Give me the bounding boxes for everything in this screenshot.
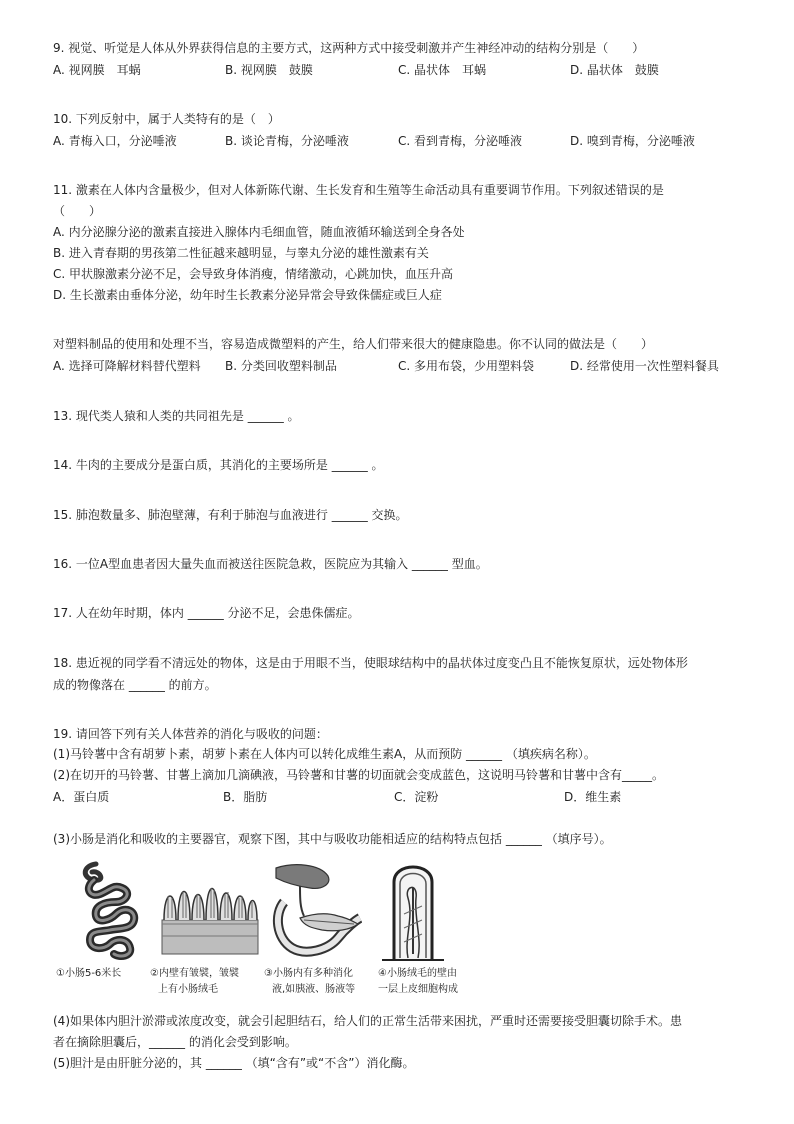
- q12-option-d: D. 经常使用一次性塑料餐具: [570, 359, 719, 373]
- q11-option-b: B. 进入青春期的男孩第二性征越来越明显，与睾丸分泌的雄性激素有关: [53, 246, 429, 260]
- q13: 13. 现代类人猿和人类的共同祖先是 ______ 。: [53, 409, 300, 423]
- q15: 15. 肺泡数量多、肺泡壁薄，有利于肺泡与血液进行 ______ 交换。: [53, 508, 408, 522]
- villus-structure-illustration: [378, 858, 448, 962]
- intestinal-folds-illustration: [160, 858, 260, 962]
- q19-part2: (2)在切开的马铃薯、甘薯上滴加几滴碘液，马铃薯和甘薯的切面就会变成蓝色，这说明马铃薯和甘薯中含有_____。: [53, 768, 665, 782]
- q10-option-a: A. 青梅入口，分泌唾液: [53, 134, 177, 148]
- q10-option-b: B. 谈论青梅，分泌唾液: [225, 134, 349, 148]
- q19-option-b: B．脂肪: [223, 790, 268, 804]
- q11-option-c: C. 甲状腺激素分泌不足，会导致身体消瘦，情绪激动，心跳加快，血压升高: [53, 267, 454, 281]
- pancreas-duodenum-illustration: [270, 858, 362, 962]
- figure-caption-2: ②内壁有皱襞，皱襞 上有小肠绒毛: [150, 968, 239, 995]
- figure-caption-1: ①小肠5-6米长: [56, 968, 122, 979]
- q19-option-d: D．维生素: [564, 790, 622, 804]
- q19-part2-options: [53, 789, 753, 806]
- q19-option-c: C．淀粉: [394, 790, 439, 804]
- small-intestine-figure: [56, 858, 476, 998]
- q11-option-a: A. 内分泌腺分泌的激素直接进入腺体内毛细血管，随血液循环输送到全身各处: [53, 225, 465, 239]
- q17: 17. 人在幼年时期，体内 ______ 分泌不足，会患侏儒症。: [53, 606, 360, 620]
- q19-part5: (5)胆汁是由肝脏分泌的，其 ______ （填“含有”或“不含”）消化酶。: [53, 1056, 415, 1070]
- q12-option-b: B. 分类回收塑料制品: [225, 359, 337, 373]
- q19-option-a: A．蛋白质: [53, 790, 110, 804]
- q9-option-b: B. 视网膜 鼓膜: [225, 63, 313, 77]
- figure-caption-4: ④小肠绒毛的壁由 一层上皮细胞构成: [378, 968, 458, 995]
- q19-part1: (1)马铃薯中含有胡萝卜素，胡萝卜素在人体内可以转化成维生素A，从而预防 ______ （填疾病名称）。: [53, 747, 596, 761]
- q10-option-c: C. 看到青梅，分泌唾液: [398, 134, 523, 148]
- q16: 16. 一位A型血患者因大量失血而被送往医院急救，医院应为其输入 ______ 型血。: [53, 557, 488, 571]
- figure-caption-3: ③小肠内有多种消化 液,如胰液、肠液等: [264, 968, 356, 995]
- q9-options: [53, 62, 753, 79]
- q18-line1: 18. 患近视的同学看不清远处的物体，这是由于用眼不当，使眼球结构中的晶状体过度变凸且不能恢复原状，远处物体形: [53, 656, 688, 670]
- q10-stem: 10. 下列反射中，属于人类特有的是（ ）: [53, 112, 280, 126]
- q11-stem: 11. 激素在人体内含量极少，但对人体新陈代谢、生长发育和生殖等生命活动具有重要调节作用。下列叙述错误的是: [53, 183, 664, 197]
- q19-part4-line1: (4)如果体内胆汁淤滞或浓度改变，就会引起胆结石，给人们的正常生活带来困扰，严重时还需要接受胆囊切除手术。患: [53, 1014, 683, 1028]
- q9-option-a: A. 视网膜 耳蜗: [53, 63, 141, 77]
- q19-stem: 19. 请回答下列有关人体营养的消化与吸收的问题：: [53, 727, 328, 741]
- q18-line2: 成的物像落在 ______ 的前方。: [53, 678, 217, 692]
- q19-part4-line2: 者在摘除胆囊后，______ 的消化会受到影响。: [53, 1035, 297, 1049]
- coiled-intestine-illustration: [70, 858, 150, 962]
- q10-option-d: D. 嗅到青梅，分泌唾液: [570, 134, 695, 148]
- q9-stem: 9. 视觉、听觉是人体从外界获得信息的主要方式，这两种方式中接受刺激并产生神经冲动的结构分别是（ ）: [53, 41, 645, 55]
- q9-option-c: C. 晶状体 耳蜗: [398, 63, 487, 77]
- q11-stem-cont: （ ）: [53, 204, 102, 218]
- q9-option-d: D. 晶状体 鼓膜: [570, 63, 659, 77]
- q11-option-d: D. 生长激素由垂体分泌，幼年时生长教素分泌异常会导致侏儒症或巨人症: [53, 288, 442, 302]
- q12-option-c: C. 多用布袋，少用塑料袋: [398, 359, 535, 373]
- q10-options: [53, 133, 753, 150]
- q12-option-a: A. 选择可降解材料替代塑料: [53, 359, 201, 373]
- q14: 14. 牛肉的主要成分是蛋白质，其消化的主要场所是 ______ 。: [53, 458, 384, 472]
- q12-options: [53, 358, 753, 375]
- q12-stem: 对塑料制品的使用和处理不当，容易造成微塑料的产生，给人们带来很大的健康隐患。你不认同的做法是（ ）: [53, 337, 654, 351]
- q19-part3: (3)小肠是消化和吸收的主要器官，观察下图，其中与吸收功能相适应的结构特点包括 ______ （填序号）。: [53, 832, 612, 846]
